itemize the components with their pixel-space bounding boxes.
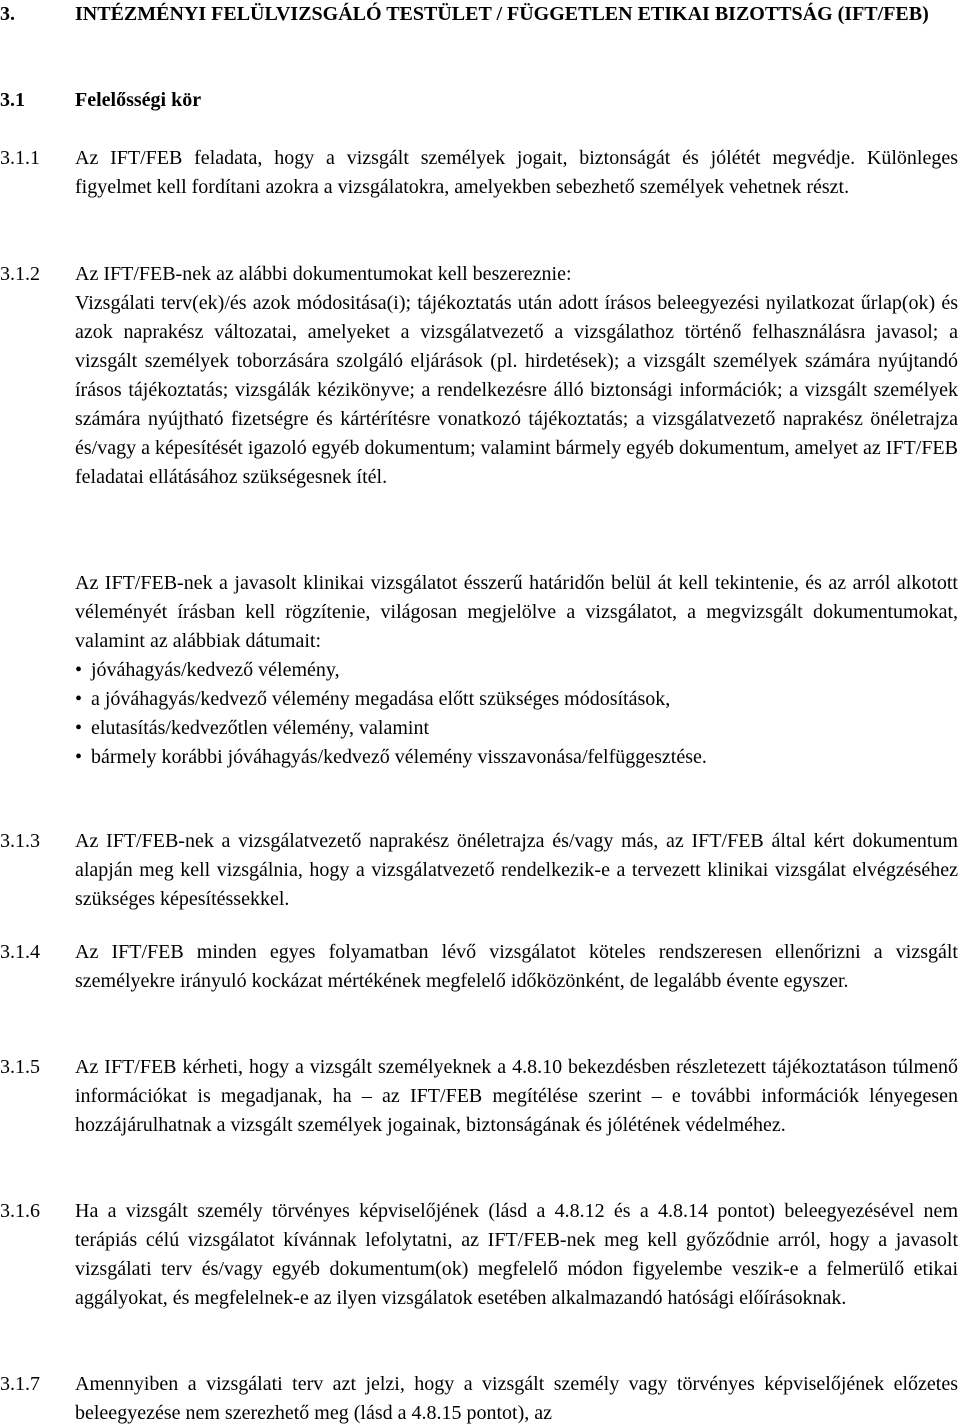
paragraph-text: Amennyiben a vizsgálati terv azt jelzi, hogy a vizsgált személy vagy törvényes képviselőjének előzetes beleegyezése nem szerezhető meg (lásd a 4.8.15 pontot), az xyxy=(75,1373,958,1424)
paragraph-text: Az IFT/FEB-nek a javasolt klinikai vizsgálatot ésszerű határidőn belül át kell tekintenie, és az arról alkotott véleményét írásban kell rögzítenie, világosan megjelölve a vizsgálatot, a megvizsgált dokumentumokat, valamint az alábbiak dátumait: xyxy=(75,572,958,652)
list-item: • a jóváhagyás/kedvező vélemény megadása előtt szükséges módosítások, xyxy=(75,685,958,714)
paragraph-number: 3.1.5 xyxy=(0,1056,40,1078)
list-item: • jóváhagyás/kedvező vélemény, xyxy=(75,656,958,685)
subsection-heading xyxy=(0,86,958,115)
paragraph-text: Ha a vizsgált személy törvényes képviselőjének (lásd a 4.8.12 és a 4.8.14 pontot) beleegyezésével nem terápiás célú vizsgálatot kívánnak lefolytatni, az IFT/FEB-nek meg kell győződnie arról, hogy a javasolt vizsgálati terv és/vagy egyéb dokumentum(ok) megfelelő módon figyelembe veszik-e a felmerülő etikai aggályokat, és megfelelnek-e az ilyen vizsgálatok esetében alkalmazandó hatósági előírásoknak. xyxy=(75,1200,958,1309)
paragraph-3-1-7 xyxy=(0,1370,958,1428)
paragraph-3-1-5 xyxy=(0,1053,958,1140)
list-item: • elutasítás/kedvezőtlen vélemény, valamint xyxy=(75,714,958,743)
paragraph-text: Az IFT/FEB feladata, hogy a vizsgált személyek jogait, biztonságát és jólétét megvédje. Különleges figyelmet kell fordítani azokra a vizsgálatokra, amelyekben sebezhető személyek vehetnek részt. xyxy=(75,147,958,198)
paragraph-number: 3.1.3 xyxy=(0,830,40,852)
paragraph-number: 3.1.6 xyxy=(0,1200,40,1222)
section-number: 3. xyxy=(0,3,15,25)
paragraph-3-1-3 xyxy=(0,827,958,914)
paragraph-3-1-2-review xyxy=(0,569,958,772)
paragraph-number: 3.1.2 xyxy=(0,263,40,285)
paragraph-text: Az IFT/FEB kérheti, hogy a vizsgált személyeknek a 4.8.10 bekezdésben részletezett tájékoztatáson túlmenő információkat is megadjanak, ha – az IFT/FEB megítélése szerint – e további információk lényegesen hozzájárulhatnak a vizsgált személyek jogainak, biztonságának és jólétének védelméhez. xyxy=(75,1056,958,1136)
opinion-dates-list xyxy=(75,656,958,772)
paragraph-lead: Az IFT/FEB-nek az alábbi dokumentumokat kell beszereznie: xyxy=(75,263,572,285)
section-title: INTÉZMÉNYI FELÜLVIZSGÁLÓ TESTÜLET / FÜGGETLEN ETIKAI BIZOTTSÁG (IFT/FEB) xyxy=(75,3,929,25)
paragraph-text: Az IFT/FEB-nek a vizsgálatvezető naprakész önéletrajza és/vagy más, az IFT/FEB által kért dokumentum alapján meg kell vizsgálnia, hogy a vizsgálatvezető rendelkezik-e a tervezett klinikai vizsgálat elvégzéséhez szükséges képesítéssekkel. xyxy=(75,830,958,910)
subsection-title: Felelősségi kör xyxy=(75,89,202,111)
paragraph-number: 3.1.1 xyxy=(0,147,40,169)
paragraph-3-1-1 xyxy=(0,144,958,202)
paragraph-number: 3.1.7 xyxy=(0,1373,40,1395)
paragraph-3-1-2 xyxy=(0,260,958,492)
paragraph-text: Vizsgálati terv(ek)/és azok módositása(i); tájékoztatás után adott írásos beleegyezési nyilatkozat űrlap(ok) és azok naprakész változatai, amelyeket a vizsgálatvezető a vizsgálathoz történő felhasználásra javasol; a vizsgált személyek toborzására szolgáló eljárások (pl. hirdetések); a vizsgált személyek számára nyújtandó írásos tájékoztatás; vizsgálák kézikönyve; a rendelkezésre álló biztonsági információk; a vizsgált személyek számára nyújtható fizetségre és kártérítésre vonatkozó tájékoztatás; a vizsgálatvezető naprakész önéletrajza és/vagy a képesítését igazoló egyéb dokumentum; valamint bármely egyéb dokumentum, amelyet az IFT/FEB feladatai ellátásához szükségesnek ítél. xyxy=(75,292,958,488)
paragraph-3-1-4 xyxy=(0,938,958,996)
paragraph-text: Az IFT/FEB minden egyes folyamatban lévő vizsgálatot köteles rendszeresen ellenőrizni a vizsgált személyekre irányuló kockázat mértékének megfelelő időközönként, de legalább évente egyszer. xyxy=(75,941,958,992)
section-heading xyxy=(0,0,958,29)
list-item: • bármely korábbi jóváhagyás/kedvező vélemény visszavonása/felfüggesztése. xyxy=(75,743,958,772)
subsection-number: 3.1 xyxy=(0,89,25,111)
paragraph-3-1-6 xyxy=(0,1197,958,1313)
paragraph-number: 3.1.4 xyxy=(0,941,40,963)
